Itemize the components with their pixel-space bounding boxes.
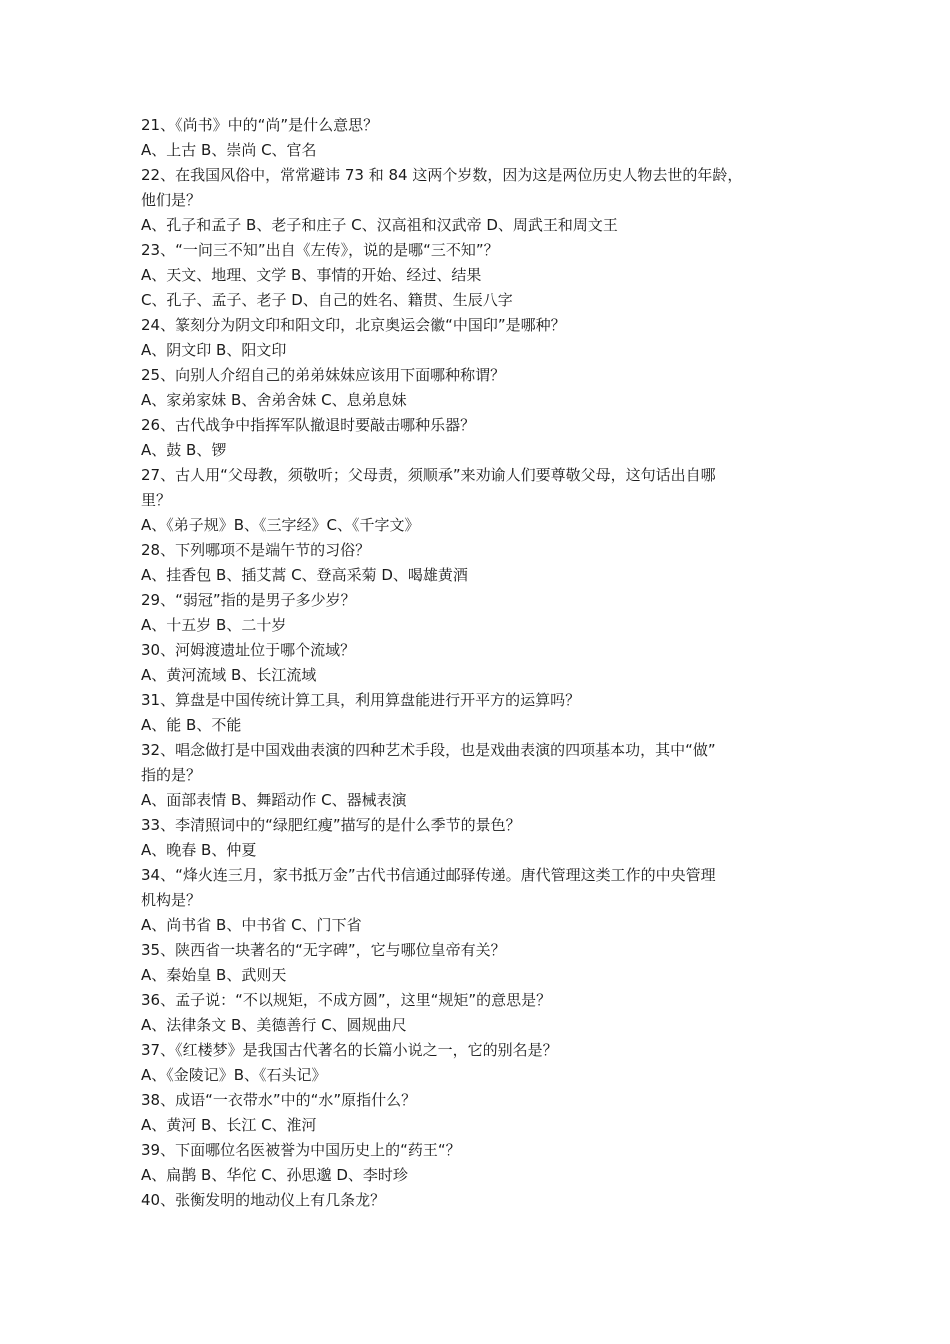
text-line: A、晚春 B、仲夏 xyxy=(141,841,257,859)
text-line: A、能 B、不能 xyxy=(141,716,242,734)
text-line: 28、下列哪项不是端午节的习俗？ xyxy=(141,541,371,559)
text-line: A、家弟家妹 B、舍弟舍妹 C、息弟息妹 xyxy=(141,391,407,409)
text-line: 37、《红楼梦》是我国古代著名的长篇小说之一，它的别名是？ xyxy=(141,1041,558,1059)
text-line: 21、《尚书》中的“尚”是什么意思？ xyxy=(141,116,379,134)
text-line: 22、在我国风俗中，常常避讳 73 和 84 这两个岁数，因为这是两位历史人物去世的年龄， xyxy=(141,166,743,184)
text-line: 32、唱念做打是中国戏曲表演的四种艺术手段，也是戏曲表演的四项基本功，其中“做” xyxy=(141,741,716,759)
text-line: A、扁鹊 B、华佗 C、孙思邈 D、李时珍 xyxy=(141,1166,408,1184)
quiz-text-block xyxy=(141,113,821,1213)
text-line: 34、“烽火连三月，家书抵万金”古代书信通过邮驿传递。唐代管理这类工作的中央管理 xyxy=(141,866,716,884)
text-line: 里？ xyxy=(141,491,172,509)
text-line: 40、张衡发明的地动仪上有几条龙？ xyxy=(141,1191,386,1209)
text-line: 27、古人用“父母教，须敬听；父母责，须顺承”来劝谕人们要尊敬父母，这句话出自哪 xyxy=(141,466,716,484)
text-line: 25、向别人介绍自己的弟弟妹妹应该用下面哪种称谓？ xyxy=(141,366,506,384)
text-line: A、天文、地理、文学 B、事情的开始、经过、结果 xyxy=(141,266,482,284)
text-line: A、挂香包 B、插艾蒿 C、登高采菊 D、喝雄黄酒 xyxy=(141,566,468,584)
text-line: 他们是？ xyxy=(141,191,202,209)
text-line: 35、陕西省一块著名的“无字碑”，它与哪位皇帝有关？ xyxy=(141,941,506,959)
text-line: 38、成语“一衣带水”中的“水”原指什么？ xyxy=(141,1091,417,1109)
text-line: A、上古 B、崇尚 C、官名 xyxy=(141,141,317,159)
text-line: A、面部表情 B、舞蹈动作 C、器械表演 xyxy=(141,791,407,809)
text-line: 23、“一问三不知”出自《左传》，说的是哪“三不知”？ xyxy=(141,241,499,259)
text-line: A、鼓 B、锣 xyxy=(141,441,227,459)
text-line: A、孔子和孟子 B、老子和庄子 C、汉高祖和汉武帝 D、周武王和周文王 xyxy=(141,216,618,234)
text-line: A、《金陵记》B、《石头记》 xyxy=(141,1066,327,1084)
text-line: A、法律条文 B、美德善行 C、圆规曲尺 xyxy=(141,1016,407,1034)
text-line: 36、孟子说：“不以规矩，不成方圆”，这里“规矩”的意思是？ xyxy=(141,991,552,1009)
text-line: 指的是？ xyxy=(141,766,202,784)
text-line: A、十五岁 B、二十岁 xyxy=(141,616,287,634)
text-line: 39、下面哪位名医被誉为中国历史上的“药王“？ xyxy=(141,1141,461,1159)
text-line: A、阴文印 B、阳文印 xyxy=(141,341,287,359)
text-line: 26、古代战争中指挥军队撤退时要敲击哪种乐器？ xyxy=(141,416,476,434)
text-line: C、孔子、孟子、老子 D、自己的姓名、籍贯、生辰八字 xyxy=(141,291,513,309)
text-line: 29、“弱冠”指的是男子多少岁？ xyxy=(141,591,356,609)
text-line: A、尚书省 B、中书省 C、门下省 xyxy=(141,916,362,934)
text-line: A、黄河 B、长江 C、淮河 xyxy=(141,1116,317,1134)
text-line: 33、李清照词中的“绿肥红瘦”描写的是什么季节的景色？ xyxy=(141,816,521,834)
text-line: 31、算盘是中国传统计算工具，利用算盘能进行开平方的运算吗？ xyxy=(141,691,581,709)
text-line: A、秦始皇 B、武则天 xyxy=(141,966,287,984)
text-line: 24、篆刻分为阴文印和阳文印，北京奥运会徽“中国印”是哪种？ xyxy=(141,316,566,334)
text-line: 30、河姆渡遗址位于哪个流域？ xyxy=(141,641,356,659)
text-line: A、《弟子规》B、《三字经》C、《千字文》 xyxy=(141,516,420,534)
text-line: 机构是？ xyxy=(141,891,202,909)
text-line: A、黄河流域 B、长江流域 xyxy=(141,666,317,684)
